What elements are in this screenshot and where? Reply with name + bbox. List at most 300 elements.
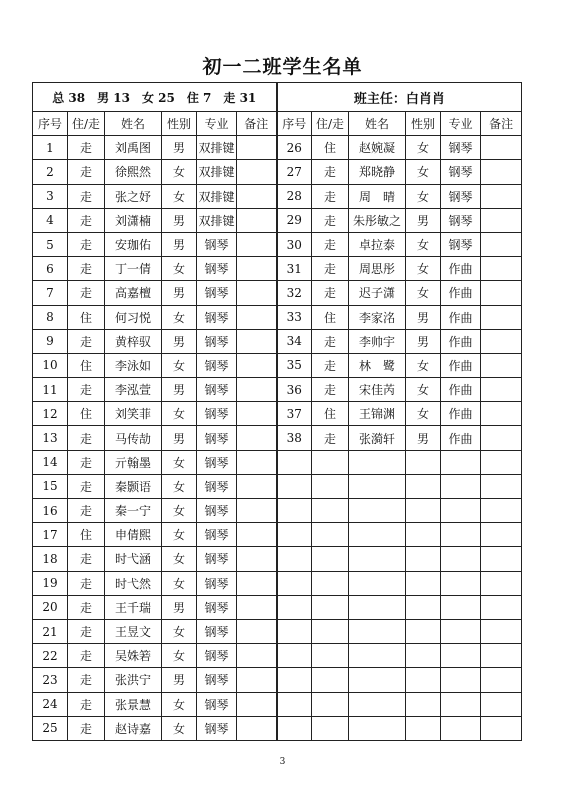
student-number: 34 bbox=[277, 329, 312, 353]
student-gender: 女 bbox=[162, 499, 197, 523]
stay-status: 走 bbox=[312, 281, 349, 305]
stay-status: 走 bbox=[68, 716, 105, 740]
student-gender: 女 bbox=[406, 353, 441, 377]
student-name: 马传劼 bbox=[105, 426, 162, 450]
student-gender: 女 bbox=[162, 619, 197, 643]
student-note bbox=[481, 619, 522, 643]
stay-status bbox=[312, 692, 349, 716]
student-number: 24 bbox=[33, 692, 68, 716]
stay-status: 住 bbox=[68, 305, 105, 329]
student-note bbox=[237, 184, 277, 208]
student-number: 11 bbox=[33, 378, 68, 402]
student-gender: 女 bbox=[162, 184, 197, 208]
student-row bbox=[33, 160, 522, 184]
student-number bbox=[277, 499, 312, 523]
stay-status: 走 bbox=[68, 208, 105, 232]
student-number bbox=[277, 474, 312, 498]
student-number: 18 bbox=[33, 547, 68, 571]
stay-status bbox=[312, 547, 349, 571]
student-row bbox=[33, 353, 522, 377]
col-header-gender: 性别 bbox=[162, 112, 197, 136]
page-title: 初一二班学生名单 bbox=[202, 56, 363, 78]
student-name: 秦一宁 bbox=[105, 499, 162, 523]
student-row bbox=[33, 450, 522, 474]
student-major: 钢琴 bbox=[197, 329, 237, 353]
student-number: 37 bbox=[277, 402, 312, 426]
student-major: 作曲 bbox=[441, 353, 481, 377]
student-note bbox=[481, 571, 522, 595]
stay-status: 走 bbox=[68, 329, 105, 353]
student-name bbox=[349, 450, 406, 474]
student-major: 钢琴 bbox=[197, 716, 237, 740]
student-major bbox=[441, 474, 481, 498]
student-row bbox=[33, 523, 522, 547]
student-gender: 男 bbox=[162, 136, 197, 160]
student-major bbox=[441, 547, 481, 571]
student-major: 钢琴 bbox=[441, 160, 481, 184]
student-major: 钢琴 bbox=[441, 184, 481, 208]
student-number: 20 bbox=[33, 595, 68, 619]
student-gender: 女 bbox=[162, 257, 197, 281]
stay-status: 走 bbox=[68, 595, 105, 619]
student-gender: 男 bbox=[162, 426, 197, 450]
stay-status: 走 bbox=[68, 281, 105, 305]
stay-status: 走 bbox=[68, 692, 105, 716]
stay-status: 走 bbox=[312, 160, 349, 184]
student-name: 林 鹭 bbox=[349, 353, 406, 377]
student-gender: 女 bbox=[162, 644, 197, 668]
student-row bbox=[33, 619, 522, 643]
student-major: 双排键 bbox=[197, 208, 237, 232]
student-note bbox=[481, 547, 522, 571]
student-gender: 女 bbox=[406, 184, 441, 208]
col-header-stay: 住/走 bbox=[68, 112, 105, 136]
student-name: 刘禹图 bbox=[105, 136, 162, 160]
student-name: 赵婉凝 bbox=[349, 136, 406, 160]
student-name: 时弋然 bbox=[105, 571, 162, 595]
student-gender bbox=[406, 571, 441, 595]
student-gender: 女 bbox=[406, 136, 441, 160]
student-note bbox=[481, 668, 522, 692]
student-major bbox=[441, 619, 481, 643]
student-number: 17 bbox=[33, 523, 68, 547]
student-major: 双排键 bbox=[197, 136, 237, 160]
student-major: 钢琴 bbox=[197, 450, 237, 474]
stay-status: 走 bbox=[312, 184, 349, 208]
student-note bbox=[237, 353, 277, 377]
student-row bbox=[33, 426, 522, 450]
student-name: 何习悦 bbox=[105, 305, 162, 329]
student-note bbox=[237, 547, 277, 571]
student-major: 作曲 bbox=[441, 378, 481, 402]
student-major: 钢琴 bbox=[197, 378, 237, 402]
stay-status: 走 bbox=[68, 499, 105, 523]
student-note bbox=[481, 208, 522, 232]
student-major: 钢琴 bbox=[441, 136, 481, 160]
student-row bbox=[33, 571, 522, 595]
stay-status: 走 bbox=[68, 136, 105, 160]
student-note bbox=[237, 232, 277, 256]
stay-status: 走 bbox=[68, 232, 105, 256]
student-major: 作曲 bbox=[441, 281, 481, 305]
student-number bbox=[277, 619, 312, 643]
student-note bbox=[481, 716, 522, 740]
student-gender: 女 bbox=[162, 305, 197, 329]
student-name: 王锦渊 bbox=[349, 402, 406, 426]
student-name: 周 晴 bbox=[349, 184, 406, 208]
student-row bbox=[33, 716, 522, 740]
col-header-major: 专业 bbox=[197, 112, 237, 136]
student-gender: 女 bbox=[162, 450, 197, 474]
student-name: 迟子潇 bbox=[349, 281, 406, 305]
col-header-name: 姓名 bbox=[105, 112, 162, 136]
student-gender: 女 bbox=[162, 692, 197, 716]
student-gender bbox=[406, 474, 441, 498]
student-name bbox=[349, 523, 406, 547]
student-note bbox=[481, 232, 522, 256]
stay-status: 走 bbox=[312, 232, 349, 256]
student-gender: 女 bbox=[162, 353, 197, 377]
student-row bbox=[33, 232, 522, 256]
student-major bbox=[441, 523, 481, 547]
student-gender bbox=[406, 619, 441, 643]
student-name bbox=[349, 619, 406, 643]
student-gender: 女 bbox=[406, 257, 441, 281]
student-number: 29 bbox=[277, 208, 312, 232]
student-note bbox=[481, 499, 522, 523]
student-name: 申倩熙 bbox=[105, 523, 162, 547]
student-number: 12 bbox=[33, 402, 68, 426]
student-note bbox=[237, 402, 277, 426]
student-note bbox=[237, 523, 277, 547]
student-note bbox=[237, 257, 277, 281]
student-number: 38 bbox=[277, 426, 312, 450]
stay-status: 走 bbox=[68, 668, 105, 692]
student-gender: 男 bbox=[406, 329, 441, 353]
col-header-note: 备注 bbox=[237, 112, 277, 136]
student-note bbox=[481, 353, 522, 377]
student-note bbox=[237, 644, 277, 668]
stay-status: 走 bbox=[312, 378, 349, 402]
student-name: 王昱文 bbox=[105, 619, 162, 643]
stay-status: 走 bbox=[312, 208, 349, 232]
student-gender bbox=[406, 523, 441, 547]
student-name: 李帅宇 bbox=[349, 329, 406, 353]
student-number: 10 bbox=[33, 353, 68, 377]
student-note bbox=[237, 329, 277, 353]
student-number: 9 bbox=[33, 329, 68, 353]
student-name: 李家洺 bbox=[349, 305, 406, 329]
stay-status: 走 bbox=[312, 257, 349, 281]
stay-status: 住 bbox=[68, 402, 105, 426]
stay-status: 走 bbox=[68, 160, 105, 184]
stay-status: 走 bbox=[68, 547, 105, 571]
class-totals: 总 38 男 13 女 25 住 7 走 31 bbox=[33, 83, 277, 112]
student-number: 32 bbox=[277, 281, 312, 305]
student-number: 14 bbox=[33, 450, 68, 474]
student-gender bbox=[406, 450, 441, 474]
stay-status bbox=[312, 716, 349, 740]
student-number: 33 bbox=[277, 305, 312, 329]
student-major bbox=[441, 499, 481, 523]
student-major bbox=[441, 644, 481, 668]
student-name bbox=[349, 644, 406, 668]
student-note bbox=[237, 305, 277, 329]
student-note bbox=[237, 474, 277, 498]
student-major: 钢琴 bbox=[197, 257, 237, 281]
student-major: 双排键 bbox=[197, 184, 237, 208]
student-name: 亓翰墨 bbox=[105, 450, 162, 474]
student-row bbox=[33, 547, 522, 571]
student-major bbox=[441, 595, 481, 619]
student-roster-table bbox=[32, 82, 522, 741]
student-name: 吴姝箬 bbox=[105, 644, 162, 668]
student-gender: 男 bbox=[162, 232, 197, 256]
student-gender bbox=[406, 595, 441, 619]
student-major: 钢琴 bbox=[197, 232, 237, 256]
student-gender: 女 bbox=[162, 547, 197, 571]
student-major: 钢琴 bbox=[197, 474, 237, 498]
stay-status: 走 bbox=[312, 426, 349, 450]
stay-status: 走 bbox=[312, 329, 349, 353]
student-number: 2 bbox=[33, 160, 68, 184]
student-major bbox=[441, 716, 481, 740]
student-note bbox=[481, 184, 522, 208]
student-name: 张漪轩 bbox=[349, 426, 406, 450]
student-number: 19 bbox=[33, 571, 68, 595]
stay-status bbox=[312, 619, 349, 643]
stay-status: 走 bbox=[68, 426, 105, 450]
col-header-name: 姓名 bbox=[349, 112, 406, 136]
student-major: 钢琴 bbox=[197, 571, 237, 595]
student-note bbox=[481, 136, 522, 160]
student-name: 李泳如 bbox=[105, 353, 162, 377]
student-note bbox=[237, 595, 277, 619]
stay-status bbox=[312, 450, 349, 474]
student-name bbox=[349, 692, 406, 716]
student-note bbox=[481, 450, 522, 474]
stay-status: 走 bbox=[68, 474, 105, 498]
student-row bbox=[33, 378, 522, 402]
student-number: 21 bbox=[33, 619, 68, 643]
col-header-note: 备注 bbox=[481, 112, 522, 136]
student-major: 作曲 bbox=[441, 426, 481, 450]
student-name: 高嘉檀 bbox=[105, 281, 162, 305]
student-note bbox=[481, 160, 522, 184]
stay-status bbox=[312, 571, 349, 595]
student-note bbox=[481, 378, 522, 402]
student-note bbox=[481, 523, 522, 547]
student-gender bbox=[406, 499, 441, 523]
student-major bbox=[441, 692, 481, 716]
student-row bbox=[33, 184, 522, 208]
student-row bbox=[33, 329, 522, 353]
page-number: 3 bbox=[279, 757, 286, 767]
student-major: 钢琴 bbox=[197, 353, 237, 377]
student-number: 36 bbox=[277, 378, 312, 402]
stay-status: 住 bbox=[68, 353, 105, 377]
student-name: 周思彤 bbox=[349, 257, 406, 281]
student-name: 黄梓驭 bbox=[105, 329, 162, 353]
student-name bbox=[349, 499, 406, 523]
student-name: 张洪宁 bbox=[105, 668, 162, 692]
stay-status: 住 bbox=[312, 136, 349, 160]
stay-status bbox=[312, 668, 349, 692]
student-major: 钢琴 bbox=[441, 208, 481, 232]
stay-status bbox=[312, 523, 349, 547]
student-gender bbox=[406, 692, 441, 716]
student-gender: 男 bbox=[406, 208, 441, 232]
student-name: 王千瑞 bbox=[105, 595, 162, 619]
student-number: 22 bbox=[33, 644, 68, 668]
student-number: 15 bbox=[33, 474, 68, 498]
student-note bbox=[481, 402, 522, 426]
student-major: 作曲 bbox=[441, 402, 481, 426]
student-number: 16 bbox=[33, 499, 68, 523]
student-gender: 男 bbox=[162, 208, 197, 232]
col-header-major: 专业 bbox=[441, 112, 481, 136]
student-name: 秦颢语 bbox=[105, 474, 162, 498]
student-gender: 女 bbox=[162, 402, 197, 426]
student-number: 27 bbox=[277, 160, 312, 184]
student-major: 作曲 bbox=[441, 305, 481, 329]
stay-status: 走 bbox=[68, 378, 105, 402]
student-gender: 女 bbox=[162, 716, 197, 740]
student-gender: 男 bbox=[406, 426, 441, 450]
student-major: 钢琴 bbox=[441, 232, 481, 256]
student-number: 3 bbox=[33, 184, 68, 208]
stay-status bbox=[312, 595, 349, 619]
student-note bbox=[237, 208, 277, 232]
stay-status bbox=[312, 644, 349, 668]
student-gender: 女 bbox=[162, 571, 197, 595]
student-major: 钢琴 bbox=[197, 644, 237, 668]
student-gender: 女 bbox=[406, 160, 441, 184]
student-major: 钢琴 bbox=[197, 668, 237, 692]
student-major: 钢琴 bbox=[197, 692, 237, 716]
student-number bbox=[277, 523, 312, 547]
student-row bbox=[33, 281, 522, 305]
student-note bbox=[237, 571, 277, 595]
student-name: 丁一倩 bbox=[105, 257, 162, 281]
student-note bbox=[237, 499, 277, 523]
student-number: 5 bbox=[33, 232, 68, 256]
student-row bbox=[33, 305, 522, 329]
student-note bbox=[237, 668, 277, 692]
student-number: 30 bbox=[277, 232, 312, 256]
student-major: 作曲 bbox=[441, 329, 481, 353]
student-note bbox=[481, 329, 522, 353]
student-row bbox=[33, 257, 522, 281]
student-name: 赵诗嘉 bbox=[105, 716, 162, 740]
student-major: 钢琴 bbox=[197, 547, 237, 571]
student-name: 宋佳芮 bbox=[349, 378, 406, 402]
student-gender: 男 bbox=[406, 305, 441, 329]
stay-status bbox=[312, 474, 349, 498]
student-gender: 女 bbox=[162, 160, 197, 184]
student-row bbox=[33, 136, 522, 160]
student-note bbox=[481, 426, 522, 450]
student-name: 张景慧 bbox=[105, 692, 162, 716]
student-number: 23 bbox=[33, 668, 68, 692]
student-number: 31 bbox=[277, 257, 312, 281]
student-note bbox=[481, 257, 522, 281]
student-gender: 男 bbox=[162, 378, 197, 402]
student-row bbox=[33, 499, 522, 523]
student-name bbox=[349, 547, 406, 571]
student-major: 双排键 bbox=[197, 160, 237, 184]
student-number bbox=[277, 692, 312, 716]
stay-status: 走 bbox=[68, 257, 105, 281]
student-note bbox=[237, 426, 277, 450]
student-number: 4 bbox=[33, 208, 68, 232]
student-gender: 男 bbox=[162, 595, 197, 619]
student-note bbox=[481, 281, 522, 305]
stay-status: 走 bbox=[68, 619, 105, 643]
student-gender: 女 bbox=[406, 232, 441, 256]
stay-status: 走 bbox=[68, 571, 105, 595]
student-major: 钢琴 bbox=[197, 426, 237, 450]
student-note bbox=[481, 644, 522, 668]
student-name bbox=[349, 474, 406, 498]
student-row bbox=[33, 474, 522, 498]
student-note bbox=[481, 474, 522, 498]
student-number bbox=[277, 450, 312, 474]
student-major: 钢琴 bbox=[197, 499, 237, 523]
student-name: 徐熙然 bbox=[105, 160, 162, 184]
student-number: 28 bbox=[277, 184, 312, 208]
student-row bbox=[33, 208, 522, 232]
student-number: 35 bbox=[277, 353, 312, 377]
student-number bbox=[277, 595, 312, 619]
student-name: 郑晓静 bbox=[349, 160, 406, 184]
student-number: 6 bbox=[33, 257, 68, 281]
student-number: 7 bbox=[33, 281, 68, 305]
student-gender: 女 bbox=[406, 378, 441, 402]
student-gender bbox=[406, 716, 441, 740]
student-note bbox=[237, 450, 277, 474]
student-major: 钢琴 bbox=[197, 595, 237, 619]
student-major: 钢琴 bbox=[197, 305, 237, 329]
student-major: 钢琴 bbox=[197, 619, 237, 643]
student-gender: 男 bbox=[162, 668, 197, 692]
student-name bbox=[349, 716, 406, 740]
student-number bbox=[277, 571, 312, 595]
stay-status: 走 bbox=[68, 450, 105, 474]
student-note bbox=[481, 595, 522, 619]
stay-status: 走 bbox=[68, 644, 105, 668]
student-number bbox=[277, 644, 312, 668]
student-gender bbox=[406, 644, 441, 668]
col-header-stay: 住/走 bbox=[312, 112, 349, 136]
student-row bbox=[33, 402, 522, 426]
student-number: 1 bbox=[33, 136, 68, 160]
student-note bbox=[481, 692, 522, 716]
student-major: 钢琴 bbox=[197, 402, 237, 426]
student-gender: 男 bbox=[162, 329, 197, 353]
student-major bbox=[441, 450, 481, 474]
student-number: 26 bbox=[277, 136, 312, 160]
student-gender: 女 bbox=[406, 402, 441, 426]
student-note bbox=[237, 136, 277, 160]
student-major bbox=[441, 571, 481, 595]
student-number: 13 bbox=[33, 426, 68, 450]
student-gender: 男 bbox=[162, 281, 197, 305]
student-note bbox=[237, 160, 277, 184]
student-row bbox=[33, 692, 522, 716]
student-major: 钢琴 bbox=[197, 523, 237, 547]
student-number bbox=[277, 668, 312, 692]
